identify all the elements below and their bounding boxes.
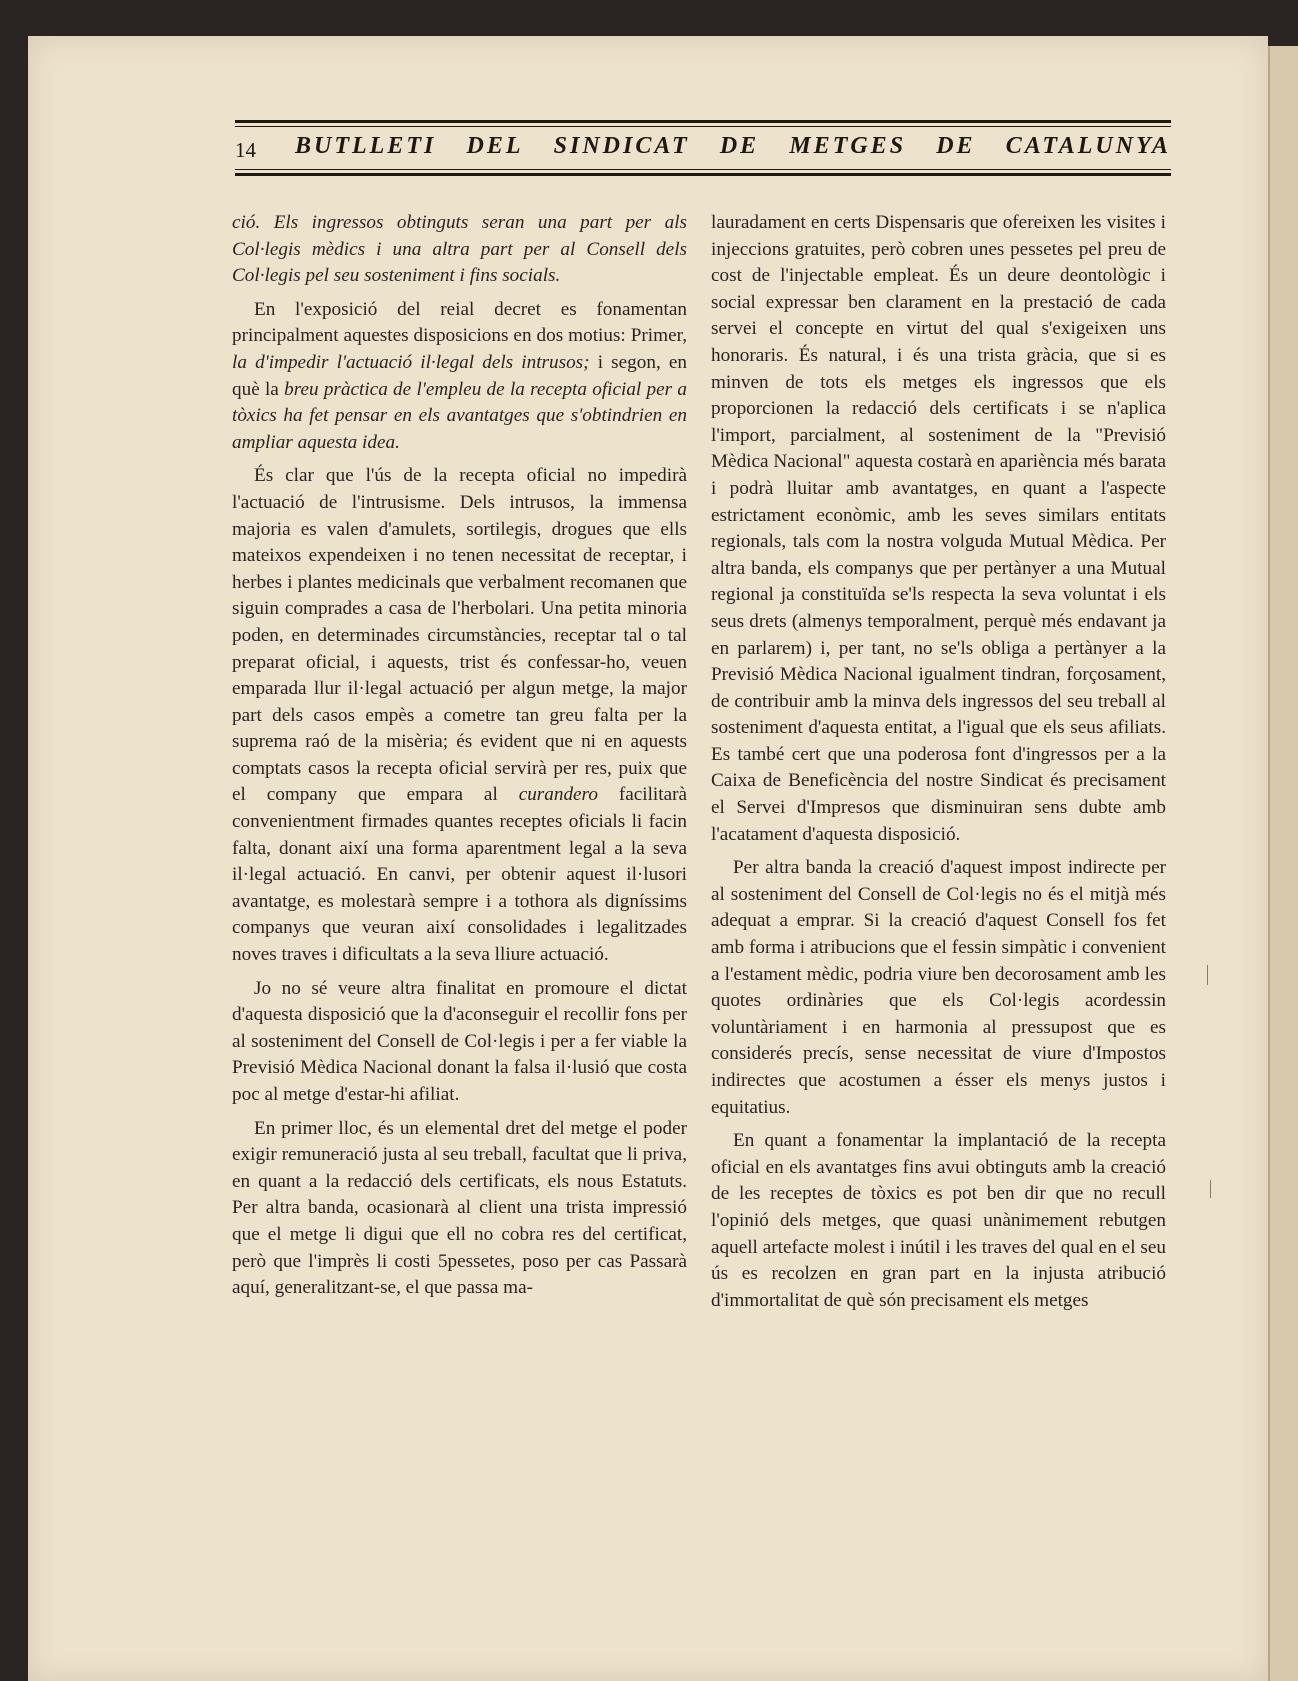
header-rule-top (235, 120, 1171, 123)
paper-blemish (1210, 1180, 1211, 1198)
journal-title (295, 133, 1171, 160)
paragraph: En primer lloc, és un elemental dret del metge el poder exigir remuneració justa al seu treball, facultat que li priva, en quant a la redacció dels certificats, els nous Estatuts. Per altra banda, ocasionarà al client una trista impressió que el metge li digui que ell no cobra res del certificat, però que l'imprès li costi 5pessetes, poso per cas Passarà aquí, generalitzant-se, el que passa ma- (232, 1117, 687, 1299)
header-rule-bottom-thin (235, 169, 1171, 170)
paragraph (232, 463, 687, 968)
italic-run: breu pràctica de l'empleu de la recepta oficial per a tòxics ha fet pensar en els avantatges que s'obtindrien en ampliar aquesta idea. (232, 378, 687, 453)
text-run: En l'exposició del reial decret es fonamentan principalment aquestes disposicions en dos motius: Primer, (232, 298, 687, 347)
page-number: 14 (235, 138, 256, 162)
text-run: i segon, en què la (232, 351, 688, 400)
running-header (235, 120, 1171, 180)
paragraph (232, 297, 687, 457)
paragraph: Jo no sé veure altra finalitat en promoure el dictat d'aquesta disposició que la d'aconseguir el recollir fons per al sosteniment del Consell de Col·legis i per a fer viable la Previsió Mèdica Nacional donant la falsa il·lusió que costa poc al metge d'estar-hi afiliat. (232, 977, 687, 1105)
title-word: DE (719, 133, 760, 159)
title-word: CATALUNYA (1005, 133, 1171, 159)
title-word: SINDICAT (553, 133, 690, 159)
adjacent-page-edge (1268, 46, 1298, 1681)
italic-run: curandero (518, 784, 598, 806)
paper-blemish (1207, 965, 1208, 985)
title-word: METGES (789, 133, 907, 159)
paragraph: En quant a fonamentar la implantació de la recepta oficial en els avantatges fins avui obtinguts amb la creació de les receptes de tòxics es pot ben dir que no recull l'opinió dels metges, que quasi unànimement rebutgen aquell artefacte molest i inútil i les traves del qual en el seu ús es recolzen en gran part en la injusta atribució d'immortalitat de què són precisament els metges (711, 1130, 1166, 1311)
text-run: facilitarà convenientment firmades quantes receptes oficials li facin falta, donant així una forma aparentment legal a la seva il·legal actuació. En canvi, per obtenir aquest il·lusori avantatge, es molestarà sempre i a tothora als digníssims companys que veuran així consolidades i legalitzades noves traves i dificultats a la seva lliure actuació. (232, 784, 687, 966)
paragraph: lauradament en certs Dispensaris que ofereixen les visites i injeccions gratuites, però cobren unes pessetes pel preu de cost de l'injectable empleat. És un deure deontològic i social expressar ben clarament en la prestació de cada servei el concepte en virtut del qual s'exigeixen uns honoraris. És natural, i és una trista gràcia, que si es minven de tots els metges els ingressos que els proporcionen la redacció dels certificats i se n'aplica l'import, parcialment, al sosteniment de la "Previsió Mèdica Nacional" aquesta costarà en apariència més barata i podrà lluitar amb avantatges, en quant a l'aspecte estrictament econòmic, amb les seves similars entitats regionals, tals com la nostra volguda Mutual Mèdica. Per altra banda, els companys que per pertànyer a una Mutual regional ja constituïda se'ls respecta la seva voluntat i els seus drets (almenys temporalment, perquè més endavant ja en parlarem) i, per tant, no se'ls obliga a pertànyer a la Previsió Mèdica Nacional igualment tindran, forçosament, de contribuir amb la minva dels ingressos del seu treball al sosteniment d'aquesta entitat, a l'igual que els seus afiliats. Es també cert que una poderosa font d'ingressos per a la Caixa de Beneficència del nostre Sindicat és precisament el Servei d'Impresos que disminuiran sens dubte amb l'acatament d'aquesta disposició. (711, 212, 1166, 845)
right-column (711, 210, 1166, 1321)
paragraph: Per altra banda la creació d'aquest impost indirecte per al sosteniment del Consell de Col·legis no és el mitjà més adequat a emprar. Si la creació d'aquest Consell fos fet amb forma i atribucions que el fessin simpàtic i convenient a l'estament mèdic, podria viure ben decorosament amb les quotes ordinàries que els Col·legis acordessin voluntàriament i en harmonia al pressupost que es considerés precís, sense necessitat de viure d'Impostos indirectes que acostumen a ésser els menys justos i equitatius. (711, 857, 1166, 1118)
header-rule-bottom (235, 173, 1171, 176)
italic-run: la d'impedir l'actuació il·legal dels intrusos; (232, 351, 590, 373)
title-word: DEL (466, 133, 524, 159)
left-column (232, 210, 687, 1309)
title-word: BUTLLETI (295, 133, 437, 159)
title-word: DE (936, 133, 976, 159)
header-rule-top-thin (235, 126, 1171, 127)
text-run: És clar que l'ús de la recepta oficial no impedirà l'actuació de l'intrusisme. Dels intrusos, la immensa majoria es valen d'amulets, sortilegis, drogues que ells mateixos expendeixen i no tenen necessitat de receptar, i herbes i plantes medicinals que verbalment recomanen que siguin comprades a casa de l'herbolari. Una petita minoria poden, en determinades circumstàncies, receptar tal o tal preparat oficial, i aquests, trist és confessar-ho, veuen emparada llur il·legal actuació per algun metge, la major part dels casos empès a cometre tan greu falta per la suprema raó de la misèria; és evident que ni en aquests comptats casos la recepta oficial servirà per res, puix que el company que empara al (232, 465, 687, 806)
paragraph: ció. Els ingressos obtinguts seran una part per als Col·legis mèdics i una altra part per al Consell dels Col·legis pel seu sosteniment i fins socials. (232, 212, 687, 287)
